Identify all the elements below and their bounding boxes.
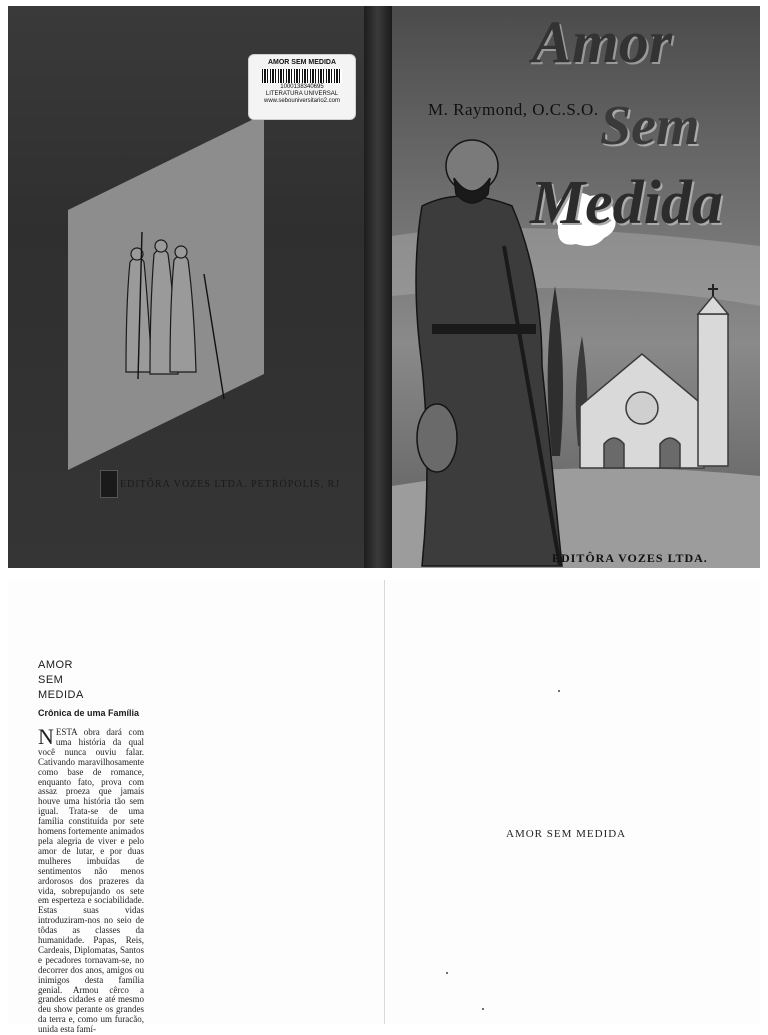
page-gutter <box>384 580 385 1024</box>
bookseller-sticker <box>248 54 356 120</box>
barcode <box>262 69 342 83</box>
flap-title <box>38 658 84 703</box>
church <box>580 296 728 468</box>
author-name: M. Raymond, O.C.S.O. <box>428 100 599 119</box>
back-publisher-imprint: EDITÔRA VOZES LTDA. PETRÓPOLIS, RJ <box>120 479 341 490</box>
sticker-url: www.sebouniversitario2.com <box>263 98 341 104</box>
flap-title-line-3: MEDIDA <box>38 689 84 701</box>
cover-title-line-3: Medida <box>530 169 723 237</box>
half-title: AMOR SEM MEDIDA <box>506 828 627 840</box>
sticker-category: LITERATURA UNIVERSAL <box>265 91 339 97</box>
dust-speck <box>446 972 448 974</box>
sticker-title: AMOR SEM MEDIDA <box>267 59 337 66</box>
sticker-code: 1000138340695 <box>280 84 324 90</box>
cover-title-line-2: Sem <box>600 95 700 157</box>
flap-blurb <box>38 724 144 1035</box>
flap-subtitle: Crônica de uma Família <box>38 708 140 718</box>
interior-spread <box>8 580 760 1035</box>
dust-speck <box>558 690 560 692</box>
monks-illustration-panel <box>68 114 264 470</box>
flap-title-line-2: SEM <box>38 674 64 686</box>
monk-and-church-illustration <box>392 6 760 568</box>
flap-title-line-1: AMOR <box>38 659 73 671</box>
front-publisher-imprint: EDITÔRA VOZES LTDA. <box>552 551 708 565</box>
publisher-logo <box>100 470 118 498</box>
drop-cap: N <box>38 724 54 749</box>
cover-spread <box>8 6 760 568</box>
dust-speck <box>482 1008 484 1010</box>
book-spine <box>364 6 392 568</box>
front-cover <box>392 6 760 568</box>
back-cover <box>8 6 364 568</box>
cover-title-line-1: Amor <box>532 9 673 75</box>
flap-blurb-text: ESTA obra dará com uma história da qual você nunca ouviu falar. Cativando maravilhosamente como base de romance, enquanto fato, prova com assaz proeza que jamais houve uma história tão sem igual. Trata-se de uma família constituída por sete homens fortemente animados pela alegria de viver e pelo amor de lutar, e por duas mulheres imbuídas de sentimentos não menos ardorosos dos prazeres da vida, sobrepujando os sete em esperteza e sociabilidade. Estas suas vidas introduziram-nos no seio de tôdas as classes da humanidade. Papas, Reis, Cardeais, Diplomatas, Santos e pecadores tornavam-se, no decorrer dos anos, amigos ou inimigos desta família genial. Armou cêrco a grandes cidades e até mesmo deu show perante os grandes da terra e, como um furacão, unida esta famí- <box>38 727 144 1035</box>
